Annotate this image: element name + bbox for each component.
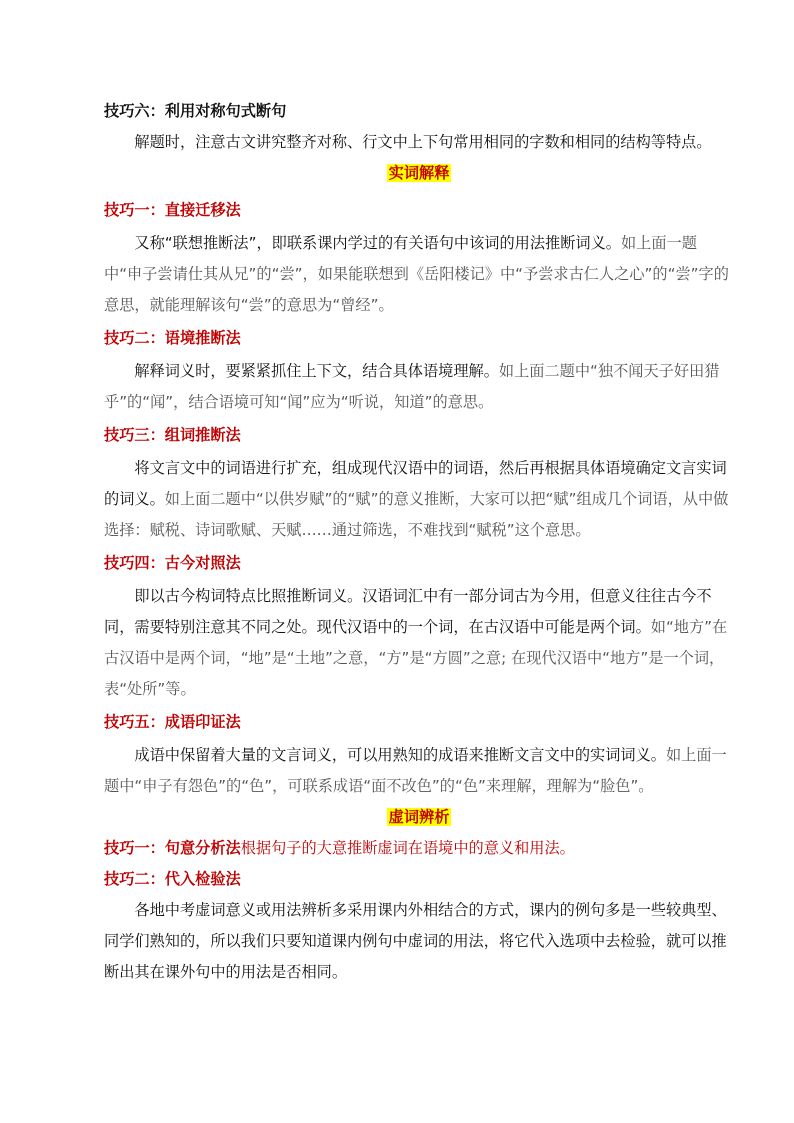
s2-body: 解释词义时，要紧紧抓住上下文，结合具体语境理解。如上面二题中“独不闻天子好田猎乎”的“闻”，结合语境可知“闻”应为“听说，知道”的意思。 <box>104 362 720 411</box>
content-block <box>104 96 734 988</box>
xuci-heading-row <box>104 802 734 833</box>
s5-title: 技巧五：成语印证法 <box>104 713 241 731</box>
s1-body: 又称“联想推断法”，即联系课内学过的有关语句中该词的用法推断词义。如上面一题中“申子尝请仕其从兄”的“尝”，如果能联想到《岳阳楼记》中“予尝求古仁人之心”的“尝”字的意思，就能理解该句“尝”的意思为“曾经”。 <box>104 234 729 314</box>
shici-heading-row <box>104 158 734 189</box>
s3-body: 将文言文中的词语进行扩充，组成现代汉语中的词语，然后再根据具体语境确定文言实词的词义。如上面二题中“以供岁赋”的“赋”的意义推断，大家可以把“赋”组成几个词语，从中做选择：赋税、诗词歌赋、天赋……通过筛选，不难找到“赋税”这个意思。 <box>104 459 729 539</box>
s3-title: 技巧三：组词推断法 <box>104 426 241 444</box>
s1-title: 技巧一：直接迁移法 <box>104 201 241 219</box>
x1-body: 根据句子的大意推断虚词在语境中的意义和用法。 <box>240 839 575 857</box>
s4-body: 即以古今构词特点比照推断词义。汉语词汇中有一部分词古为今用，但意义往往古今不同，需要特别注意其不同之处。现代汉语中的一个词，在古汉语中可能是两个词。如“地方”在古汉语中是两个词，“地”是“土地”之意，“方”是“方圆”之意; 在现代汉语中“地方”是一个词，表“处所”等。 <box>104 587 728 698</box>
tip6-title: 技巧六：利用对称句式断句 <box>104 102 287 120</box>
s2-title: 技巧二：语境推断法 <box>104 329 241 347</box>
x2-title: 技巧二：代入检验法 <box>104 870 241 888</box>
s5-body: 成语中保留着大量的文言词义，可以用熟知的成语来推断文言文中的实词词义。如上面一题中“申子有怨色”的“色”，可联系成语“面不改色”的“色”来理解，理解为“脸色”。 <box>104 746 727 795</box>
shici-heading: 实词解释 <box>388 164 450 182</box>
xuci-heading: 虚词辨析 <box>388 808 450 826</box>
x1-title: 技巧一：句意分析法 <box>104 839 241 857</box>
x1-line <box>104 833 734 864</box>
x2-body: 各地中考虚词意义或用法辨析多采用课内外相结合的方式，课内的例句多是一些较典型、同学们熟知的，所以我们只要知道课内例句中虚词的用法，将它代入选项中去检验，就可以推断出其在课外句中的用法是否相同。 <box>104 901 727 981</box>
tip6-body: 解题时，注意古文讲究整齐对称、行文中上下句常用相同的字数和相同的结构等特点。 <box>134 133 712 151</box>
s4-title: 技巧四：古今对照法 <box>104 554 241 572</box>
